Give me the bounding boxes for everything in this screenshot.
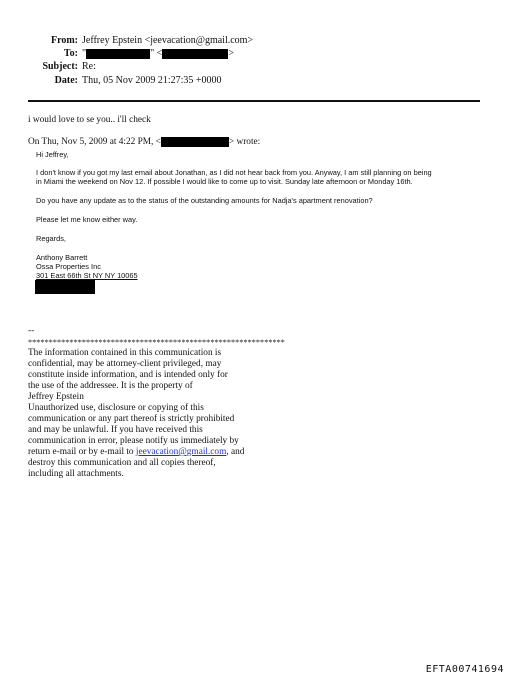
to-suffix: > — [228, 48, 234, 59]
quoted-closing: Regards, — [36, 234, 66, 243]
subject-value: Re: — [82, 61, 96, 72]
disclaimer-line: destroy this communication and all copies thereof, — [28, 458, 216, 468]
redaction-box — [86, 49, 150, 59]
header-subject-value — [82, 61, 96, 73]
disclaimer-line: constitute inside information, and is intended only for — [28, 370, 228, 380]
date-value: Thu, 05 Nov 2009 21:27:35 +0000 — [82, 75, 222, 86]
disclaimer-line-suffix: , and — [226, 447, 245, 457]
disclaimer-line: Unauthorized use, disclosure or copying of this — [28, 403, 204, 413]
quote-suffix: > wrote: — [228, 137, 261, 148]
disclaimer-line: communication in error, please notify us immediately by — [28, 436, 239, 446]
from-value: Jeffrey Epstein <jeevacation@gmail.com> — [82, 35, 254, 46]
header-to-value — [82, 48, 234, 60]
header-divider — [28, 100, 480, 102]
disclaimer-line: including all attachments. — [28, 469, 124, 479]
disclaimer-line: confidential, may be attorney-client privileged, may — [28, 359, 222, 369]
quoted-greeting: Hi Jeffrey, — [36, 150, 69, 159]
quote-attribution — [28, 137, 260, 148]
subject-label: Subject: — [42, 61, 78, 72]
redaction-box — [162, 49, 228, 59]
header-date-value — [82, 75, 222, 87]
disclaimer-line-prefix: return e-mail or by e-mail to — [28, 447, 136, 457]
quoted-para2: Do you have any update as to the status of the outstanding amounts for Nadja's apartment renovation? — [36, 196, 373, 205]
disclaimer-line: the use of the addressee. It is the property of — [28, 381, 193, 391]
disclaimer-line: communication or any part thereof is strictly prohibited — [28, 414, 235, 424]
signature-name: Anthony Barrett — [36, 253, 88, 262]
signature-company: Ossa Properties Inc — [36, 262, 101, 271]
signature-address: 301 East 66th St NY NY 10065 — [36, 271, 138, 280]
disclaimer-stars: ************************************************************** — [28, 338, 285, 347]
quoted-para3: Please let me know either way. — [36, 215, 138, 224]
disclaimer-line: Jeffrey Epstein — [28, 392, 84, 402]
redaction-box — [35, 280, 95, 294]
disclaimer-line: and may be unlawful. If you have received this — [28, 425, 203, 435]
to-label: To: — [63, 48, 78, 59]
to-mid: " < — [150, 48, 163, 59]
email-link[interactable]: jeevacation@gmail.com — [135, 447, 227, 457]
document-id: EFTA00741694 — [425, 664, 504, 675]
disclaimer-line: The information contained in this communication is — [28, 348, 222, 358]
reply-body: i would love to se you.. i'll check — [28, 115, 151, 125]
disclaimer-dash: -- — [28, 326, 35, 336]
header-from-value — [82, 35, 253, 47]
quote-prefix: On Thu, Nov 5, 2009 at 4:22 PM, < — [28, 137, 161, 148]
quoted-para1-line1: I don't know if you got my last email about Jonathan, as I did not hear back from you. Anyway, I am still planning on being — [36, 168, 432, 177]
disclaimer-line — [28, 447, 244, 458]
from-label: From: — [50, 35, 78, 46]
date-label: Date: — [54, 75, 78, 86]
redaction-box — [161, 137, 229, 147]
quoted-para1-line2: in Miami the weekend on Nov 12. If possible I would like to come up to visit. Sunday late afternoon or Monday 16th. — [36, 177, 413, 186]
to-prefix: " — [82, 48, 87, 59]
